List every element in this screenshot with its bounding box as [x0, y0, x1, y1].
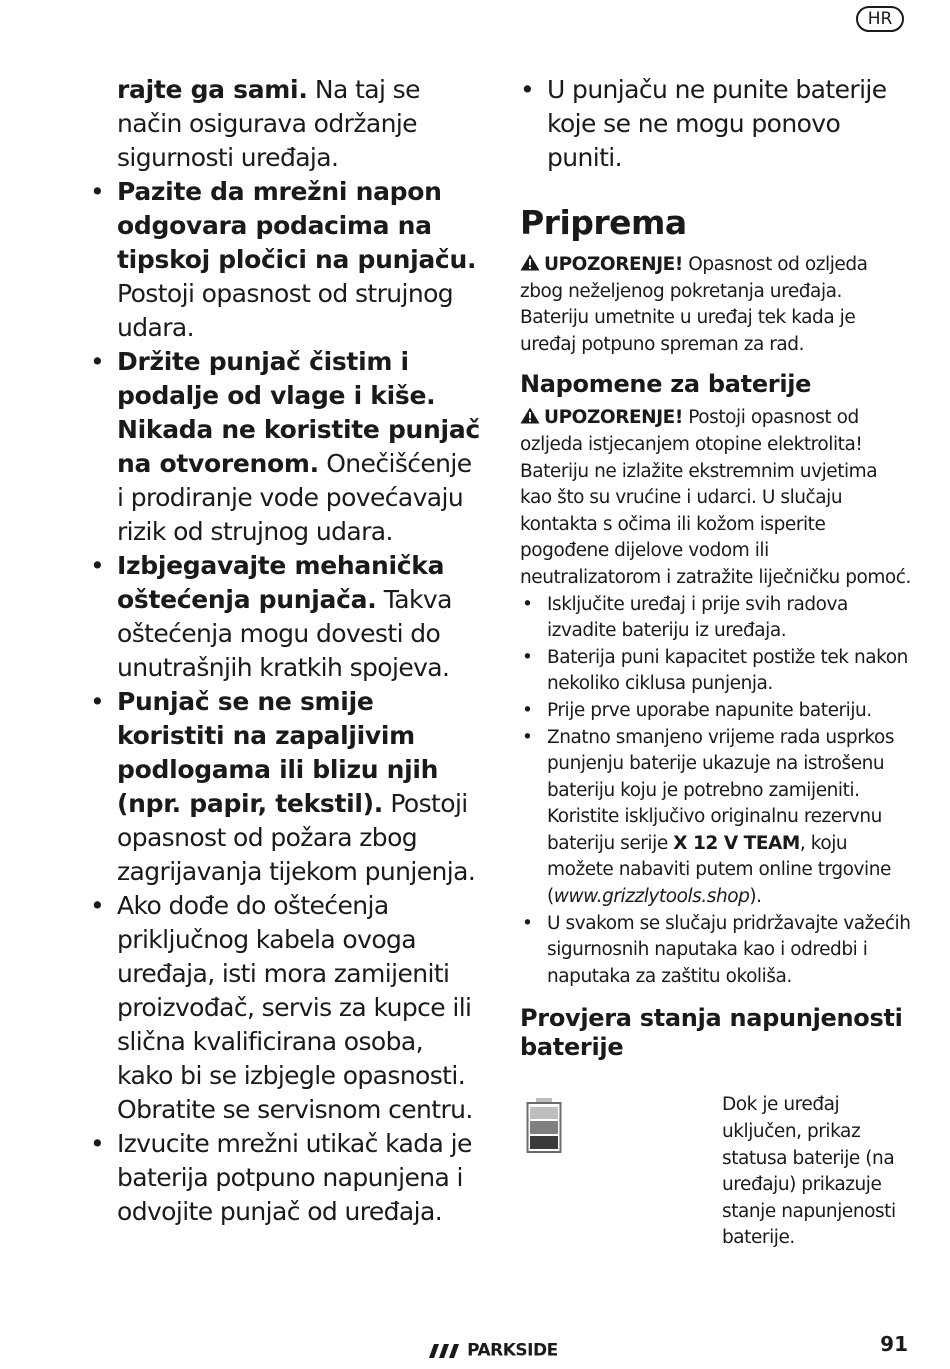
body-text: Ako dođe do oštećenja priključnog kabela ovoga uređaja, isti mora zamijeniti proizvođač, servis za kupce ili slična kvalificirana osoba, kako bi se izbjegle opasnosti. Obratite se servisnom centru.: [117, 891, 473, 1124]
left-column: [90, 73, 485, 1229]
list-item: • Držite punjač čistim i podalje od vlage i kiše. Nikada ne koristite punjač na otvorenom. Onečišćenje i prodiranje vode povećavaju rizik od strujnog udara.: [90, 347, 480, 546]
battery-description: Dok je uređaj uključen, prikaz statusa baterije (na uređaju) prikazuje stanje napunjenosti baterije.: [722, 1094, 896, 1249]
continued-paragraph: [90, 73, 485, 175]
parkside-logo: [428, 1340, 558, 1364]
right-column: [520, 73, 912, 1249]
body-text: Postoji opasnost od ozljeda istjecanjem otopine elektrolita! Bateriju ne izlažite ekstremnim uvjetima kao što su vrućine i udarci. U slučaju kontakta s očima ili kožom isperite pogođene dijelove vodom ili neutralizatorom i zatražite liječničku pomoć.: [520, 407, 911, 588]
battery-icon: [526, 1098, 562, 1154]
warning-icon: [520, 407, 540, 424]
logo-stripes-icon: [428, 1342, 462, 1360]
body-text: Takva oštećenja mogu dovesti do unutrašnjih kratkih spojeva.: [117, 585, 452, 682]
body-text: Onečišćenje i prodiranje vode povećavaju rizik od strujnog udara.: [117, 449, 472, 546]
list-item: • Prije prve uporabe napunite bateriju.: [522, 699, 872, 721]
list-item: • Ako dođe do oštećenja priključnog kabela ovoga uređaja, isti mora zamijeniti proizvođač, servis za kupce ili slična kvalificirana osoba, kako bi se izbjegle opasnosti. Obratite se servisnom centru.: [90, 891, 473, 1124]
body-text: Opasnost od ozljeda zbog neželjenog pokretanja uređaja. Bateriju umetnite u uređaj tek kada je uređaj potpuno spreman za rad.: [520, 254, 868, 355]
bold-text: Izbjegavajte mehanička oštećenja punjača.: [117, 551, 445, 614]
bold-text: Punjač se ne smije koristiti na zapaljivim podlogama ili blizu njih (npr. papir, tekstil).: [117, 687, 439, 818]
body-text: Isključite uređaj i prije svih radova izvadite bateriju iz uređaja.: [547, 593, 848, 642]
body-text: Postoji opasnost od požara zbog zagrijavanja tijekom punjenja.: [117, 789, 476, 886]
list-item: • Znatno smanjeno vrijeme rada usprkos punjenju baterije ukazuje na istrošenu bateriju koju je potrebno zamijeniti. Koristite isključivo originalnu rezervnu bateriju serije X 12 V TEAM, koju možete nabaviti putem online trgovine (www.grizzlytools.shop).: [522, 726, 895, 908]
subheading-napomene: Napomene za baterije: [520, 370, 812, 399]
list-item: • U svakom se slučaju pridržavajte važećih sigurnosnih naputaka kao i odredbi i naputaka za zaštitu okoliša.: [522, 912, 911, 987]
body-text: U punjaču ne punite baterije koje se ne mogu ponovo puniti.: [547, 75, 887, 172]
warning-paragraph: [520, 252, 912, 358]
list-item: • U punjaču ne punite baterije koje se ne mogu ponovo puniti.: [520, 75, 887, 172]
language-badge: HR: [856, 6, 904, 32]
body-text: Izvucite mrežni utikač kada je baterija potpuno napunjena i odvojite punjač od uređaja.: [117, 1129, 472, 1226]
body-text: Baterija puni kapacitet postiže tek nakon nekoliko ciklusa punjenja.: [547, 646, 908, 695]
warning-icon: [520, 254, 540, 271]
body-text: , koju možete nabaviti putem online trgovine (: [547, 832, 891, 908]
body-text: ).: [749, 886, 762, 908]
body-text: Postoji opasnost od strujnog udara.: [117, 279, 454, 342]
body-text: U svakom se slučaju pridržavajte važećih sigurnosnih naputaka kao i odredbi i naputaka za zaštitu okoliša.: [547, 912, 911, 987]
body-text: Na taj se način osigurava održanje sigurnosti uređaja.: [117, 75, 420, 172]
list-item: • Baterija puni kapacitet postiže tek nakon nekoliko ciklusa punjenja.: [522, 646, 908, 695]
bold-text: Držite punjač čistim i podalje od vlage i kiše. Nikada ne koristite punjač na otvorenom.: [117, 347, 480, 478]
shop-link[interactable]: www.grizzlytools.shop: [553, 886, 750, 908]
battery-status-section: [520, 1062, 912, 1249]
model-name: X 12 V TEAM: [673, 832, 800, 854]
subheading-provjera: Provjera stanja napunjenosti baterije: [520, 1004, 903, 1062]
section-heading-priprema: Priprema: [520, 203, 687, 242]
warning-paragraph: [520, 405, 912, 591]
list-item: • Isključite uređaj i prije svih radova izvadite bateriju iz uređaja.: [522, 593, 848, 642]
list-item: • Izbjegavajte mehanička oštećenja punjača. Takva oštećenja mogu dovesti do unutrašnjih kratkih spojeva.: [90, 551, 452, 682]
list-item: • Punjač se ne smije koristiti na zapaljivim podlogama ili blizu njih (npr. papir, tekstil). Postoji opasnost od požara zbog zagrijavanja tijekom punjenja.: [90, 687, 476, 886]
bold-text: Pazite da mrežni napon odgovara podacima na tipskoj pločici na punjaču.: [117, 177, 477, 274]
warning-label: UPOZORENJE!: [544, 254, 683, 275]
list-item: • Pazite da mrežni napon odgovara podacima na tipskoj pločici na punjaču. Postoji opasnost od strujnog udara.: [90, 177, 477, 342]
page-number: 91: [880, 1332, 908, 1356]
logo-text: PARKSIDE: [467, 1340, 558, 1361]
body-text: Znatno smanjeno vrijeme rada usprkos punjenju baterije ukazuje na istrošenu bateriju koju je potrebno zamijeniti. Koristite isključivo originalnu rezervnu bateriju serije: [547, 726, 895, 854]
bold-text: rajte ga sami.: [117, 75, 308, 104]
list-item: • Izvucite mrežni utikač kada je baterija potpuno napunjena i odvojite punjač od uređaja.: [90, 1129, 472, 1226]
body-text: Prije prve uporabe napunite bateriju.: [547, 699, 872, 721]
warning-label: UPOZORENJE!: [544, 407, 683, 429]
